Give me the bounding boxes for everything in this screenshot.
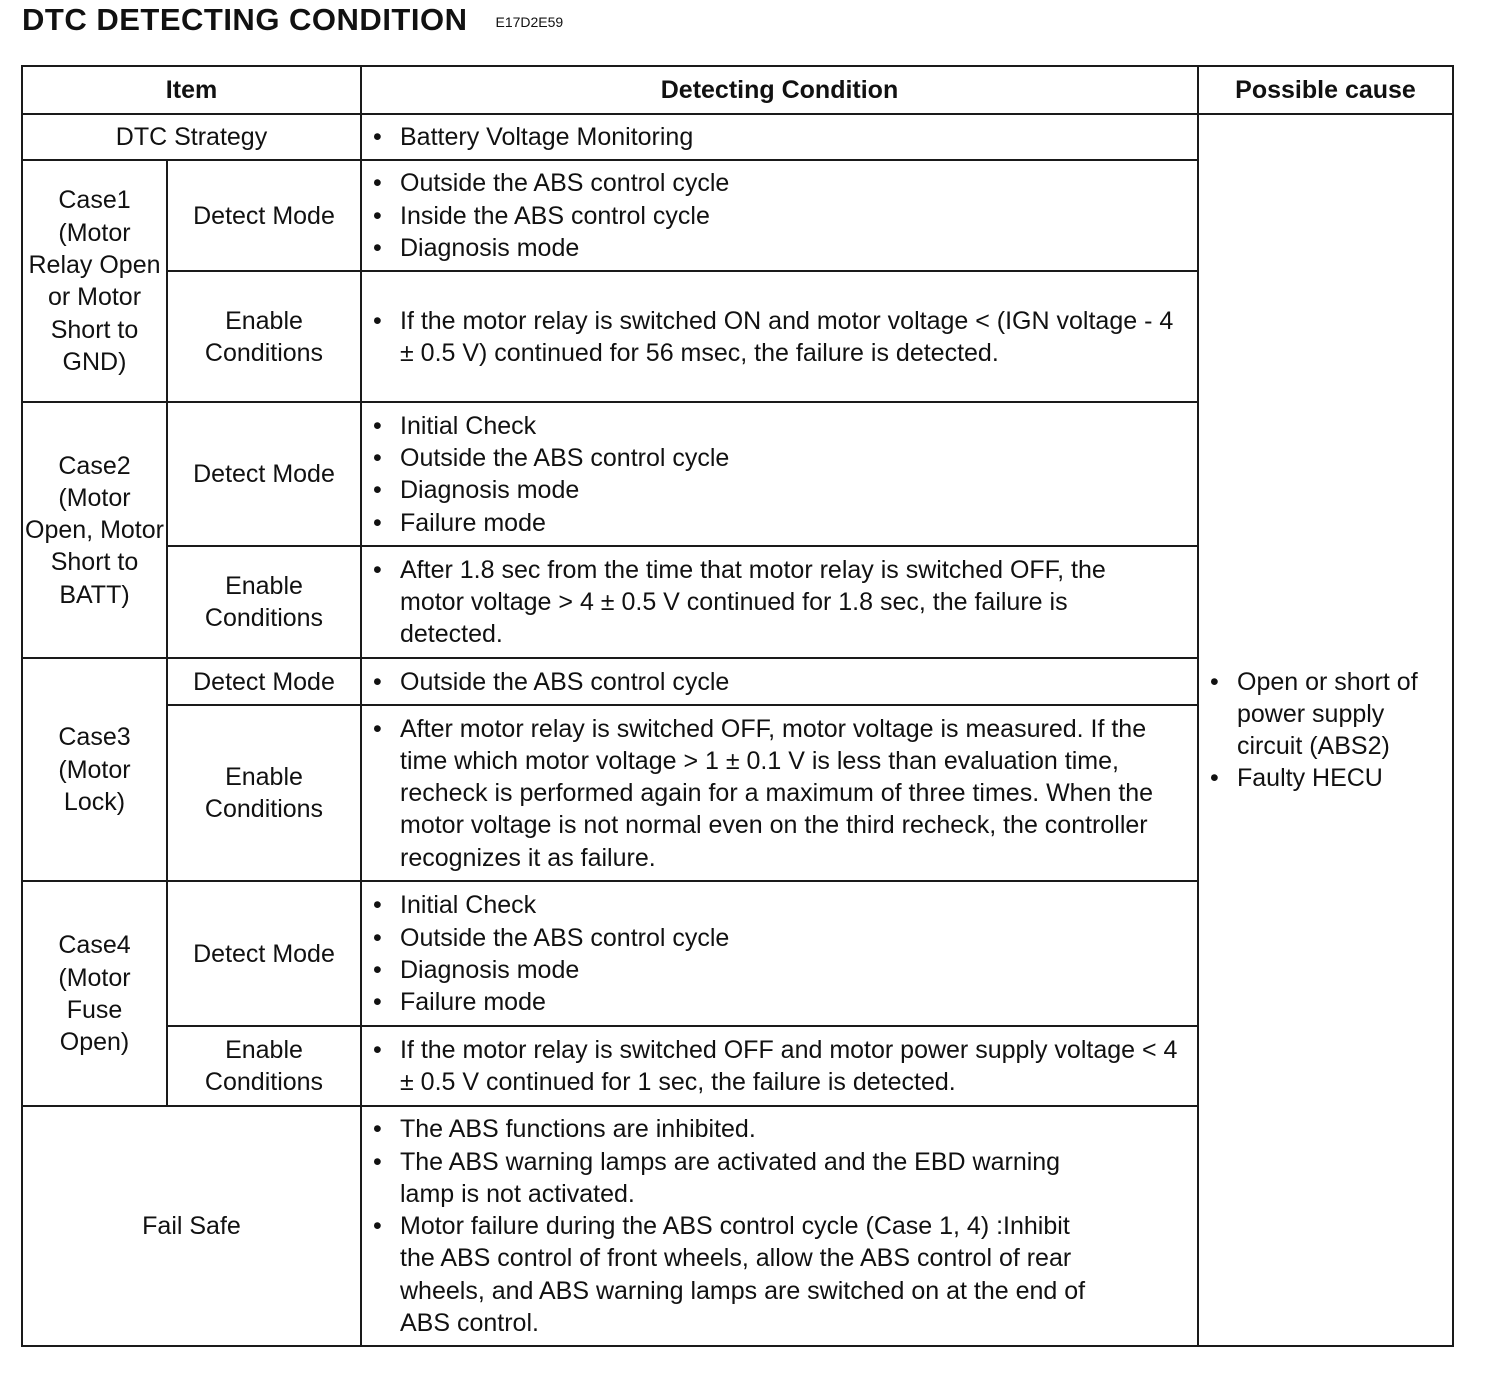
page-heading [22,2,563,38]
list-item: • Inside the ABS control cycle [400,200,1187,232]
header-item: Item [22,66,361,114]
document-code: E17D2E59 [495,14,564,30]
case3-label-text: Case3 (Motor Lock) [58,723,131,816]
case3-label [22,658,167,881]
case1-label: Case1 (Motor Relay Open or Motor Short to GND) [22,160,167,402]
case2-detect-conditions [361,402,1198,546]
list-item: • Outside the ABS control cycle [400,666,1187,698]
list-item: • Motor failure during the ABS control cycle (Case 1, 4) :Inhibit the ABS control of front wheels, allow the ABS control of rear wheels, and ABS warning lamps are switched on at the end of ABS control. [400,1210,1107,1339]
fail-safe-label: Fail Safe [22,1106,361,1346]
case2-label: Case2 (Motor Open, Motor Short to BATT) [22,402,167,658]
list-item: • Outside the ABS control cycle [400,167,1187,199]
possible-cause-cell [1198,114,1453,1346]
list-item: • The ABS functions are inhibited. [400,1113,1107,1145]
dtc-condition-table [21,65,1454,1347]
list-item: • The ABS warning lamps are activated and the EBD warning lamp is not activated. [400,1146,1107,1211]
detect-mode-label: Detect Mode [167,881,361,1026]
detect-mode-label: Detect Mode [167,658,361,705]
case4-label-text: Case4 (Motor Fuse Open) [58,931,131,1057]
enable-label-text: Enable Conditions [204,306,324,367]
list-item: • Outside the ABS control cycle [400,922,1187,954]
enable-conditions-label [167,546,361,658]
list-item: • Initial Check [400,889,1187,921]
list-item: • After motor relay is switched OFF, motor voltage is measured. If the time which motor voltage > 1 ± 0.1 V is less than evaluation time, recheck is performed again for a maximum of three times. When the motor voltage is not normal even on the third recheck, the controller recognizes it as failure. [400,713,1187,874]
strategy-label: DTC Strategy [22,114,361,160]
list-item: • Diagnosis mode [400,232,1187,264]
list-item: • Faulty HECU [1237,762,1444,794]
table-row-strategy [22,114,1453,160]
case2-enable-conditions [361,546,1198,658]
list-item: • Failure mode [400,986,1187,1018]
fail-safe-conditions [361,1106,1198,1346]
case4-enable-conditions [361,1026,1198,1106]
list-item: • Failure mode [400,507,1187,539]
list-item: • Outside the ABS control cycle [400,442,1187,474]
list-item: • Open or short of power supply circuit (ABS2) [1237,666,1444,763]
enable-conditions-label [167,271,361,402]
header-detecting-condition: Detecting Condition [361,66,1198,114]
list-item: • Diagnosis mode [400,474,1187,506]
header-possible-cause: Possible cause [1198,66,1453,114]
case1-detect-conditions [361,160,1198,271]
enable-label-text: Enable Conditions [204,1036,324,1097]
case4-label [22,881,167,1106]
list-item: • Diagnosis mode [400,954,1187,986]
list-item: • If the motor relay is switched ON and motor voltage < (IGN voltage - 4 ± 0.5 V) continued for 56 msec, the failure is detected. [400,305,1187,370]
list-item: • Battery Voltage Monitoring [400,121,1187,153]
list-item: • After 1.8 sec from the time that motor relay is switched OFF, the motor voltage > 4 ± 0.5 V continued for 1.8 sec, the failure is detected. [400,554,1107,651]
detect-mode-label: Detect Mode [167,160,361,271]
case3-enable-conditions [361,705,1198,881]
enable-label-text: Enable Conditions [204,572,324,633]
enable-conditions-label [167,705,361,881]
detect-mode-label: Detect Mode [167,402,361,546]
enable-label-text: Enable Conditions [204,763,324,824]
case3-detect-conditions [361,658,1198,705]
case1-enable-conditions [361,271,1198,402]
table-header-row [22,66,1453,114]
enable-conditions-label [167,1026,361,1106]
case4-detect-conditions [361,881,1198,1026]
page-title: DTC DETECTING CONDITION [22,2,468,37]
strategy-condition [361,114,1198,160]
list-item: • If the motor relay is switched OFF and motor power supply voltage < 4 ± 0.5 V continued for 1 sec, the failure is detected. [400,1034,1187,1099]
list-item: • Initial Check [400,410,1187,442]
